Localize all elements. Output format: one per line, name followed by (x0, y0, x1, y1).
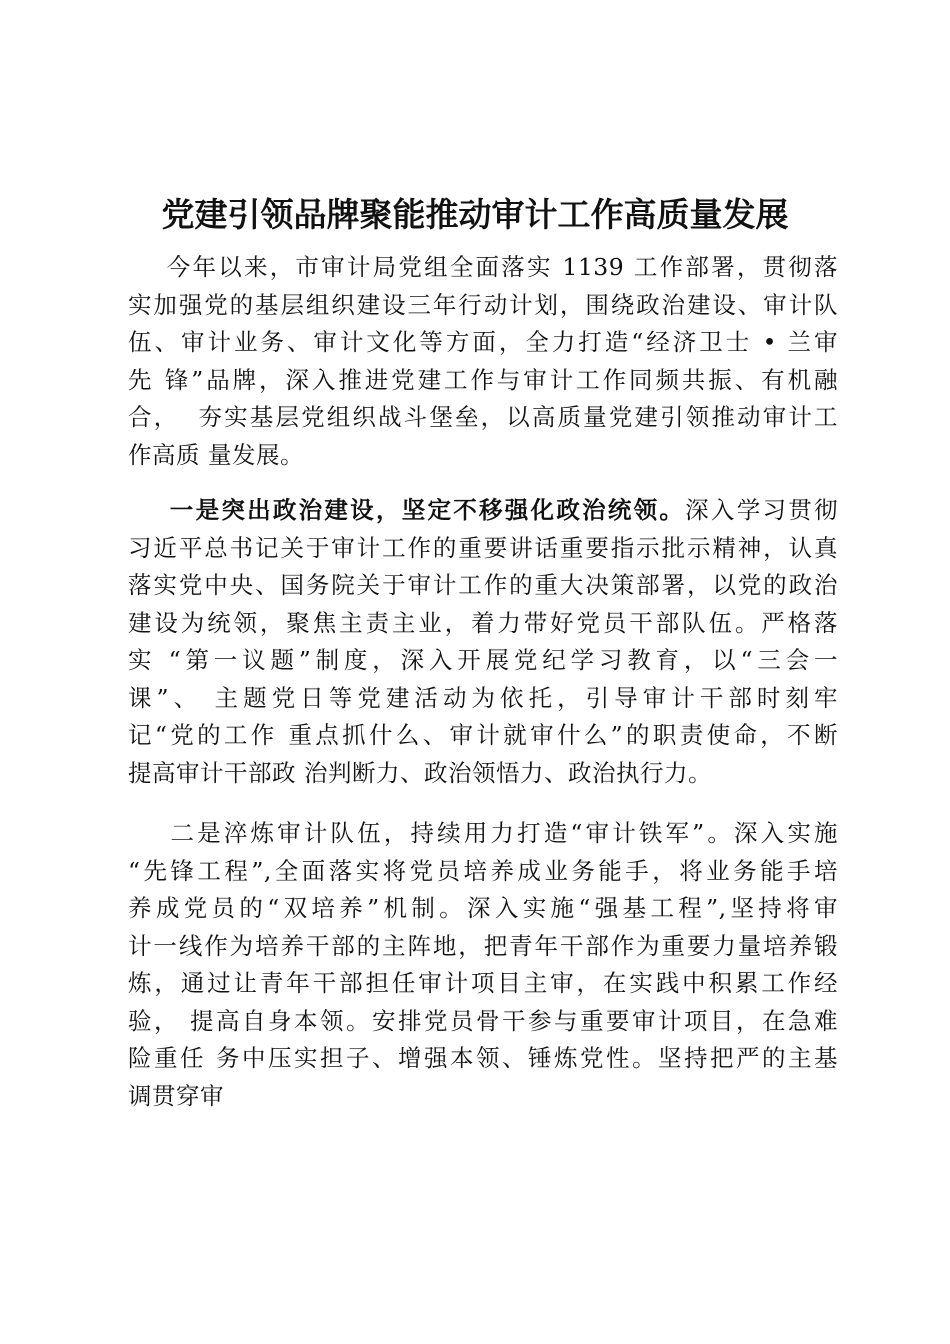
paragraph-line: 课”、 主题党日等党建活动为依托，引导审计干部时刻牢 (128, 683, 838, 712)
paragraph-line: 验， 提高自身本领。安排党员骨干参与重要审计项目，在急难 (128, 1006, 838, 1035)
paragraph-line: 落实党中央、国务院关于审计工作的重大决策部署，以党的政治 (128, 571, 838, 599)
paragraph-lead-heading: 一是突出政治建设，坚定不移强化政治统领。 (128, 496, 686, 524)
paragraph-line: 二是淬炼审计队伍，持续用力打造“审计铁军”。深入实施 (128, 819, 838, 847)
paragraph-intro (128, 249, 838, 474)
paragraph-line: “先锋工程”,全面落实将党员培养成业务能手，将业务能手培 (128, 856, 838, 885)
paragraph-line: 先 锋”品牌，深入推进党建工作与审计工作同频共振、有机融 (128, 365, 838, 394)
paragraph-line: 今年以来，市审计局党组全面落实 1139 工作部署，贯彻落 (128, 253, 838, 281)
paragraph-line: 伍、审计业务、审计文化等方面，全力打造“经济卫士 • 兰审 (128, 328, 838, 356)
paragraph-first-line (128, 492, 838, 530)
document-title: 党建引领品牌聚能推动审计工作高质量发展 (161, 195, 789, 234)
paragraph-line: 习近平总书记关于审计工作的重要讲话重要指示批示精神，认真 (128, 533, 838, 562)
paragraph-line: 作高质 量发展。 (128, 440, 304, 469)
paragraph-line: 记“党的工作 重点抓什么、审计就审什么”的职责使命，不断 (128, 721, 838, 749)
paragraph-line: 实加强党的基层组织建设三年行动计划，围绕政治建设、审计队 (128, 290, 838, 319)
paragraph-line-rest: 深入学习贯彻 (685, 496, 838, 524)
paragraph-political-building (128, 492, 838, 792)
paragraph-line: 计一线作为培养干部的主阵地，把青年干部作为重要力量培养锻 (128, 931, 838, 960)
paragraph-line: 提高审计干部政 治判断力、政治领悟力、政治执行力。 (128, 758, 712, 787)
paragraph-line: 养成党员的“双培养”机制。深入实施“强基工程”,坚持将审 (128, 894, 838, 922)
paragraph-line: 建设为统领，聚焦主责主业，着力带好党员干部队伍。严格落 (128, 608, 838, 637)
paragraph-audit-team (128, 815, 838, 1115)
paragraph-line: 合， 夯实基层党组织战斗堡垒，以高质量党建引领推动审计工 (128, 403, 838, 431)
paragraph-line: 调贯穿审 (128, 1081, 224, 1110)
paragraph-line: 实 “第一议题”制度，深入开展党纪学习教育，以“三会一 (128, 646, 838, 674)
paragraph-line: 炼，通过让青年干部担任审计项目主审，在实践中积累工作经 (128, 969, 838, 997)
paragraph-line: 险重任 务中压实担子、增强本领、锤炼党性。坚持把严的主基 (128, 1044, 838, 1072)
